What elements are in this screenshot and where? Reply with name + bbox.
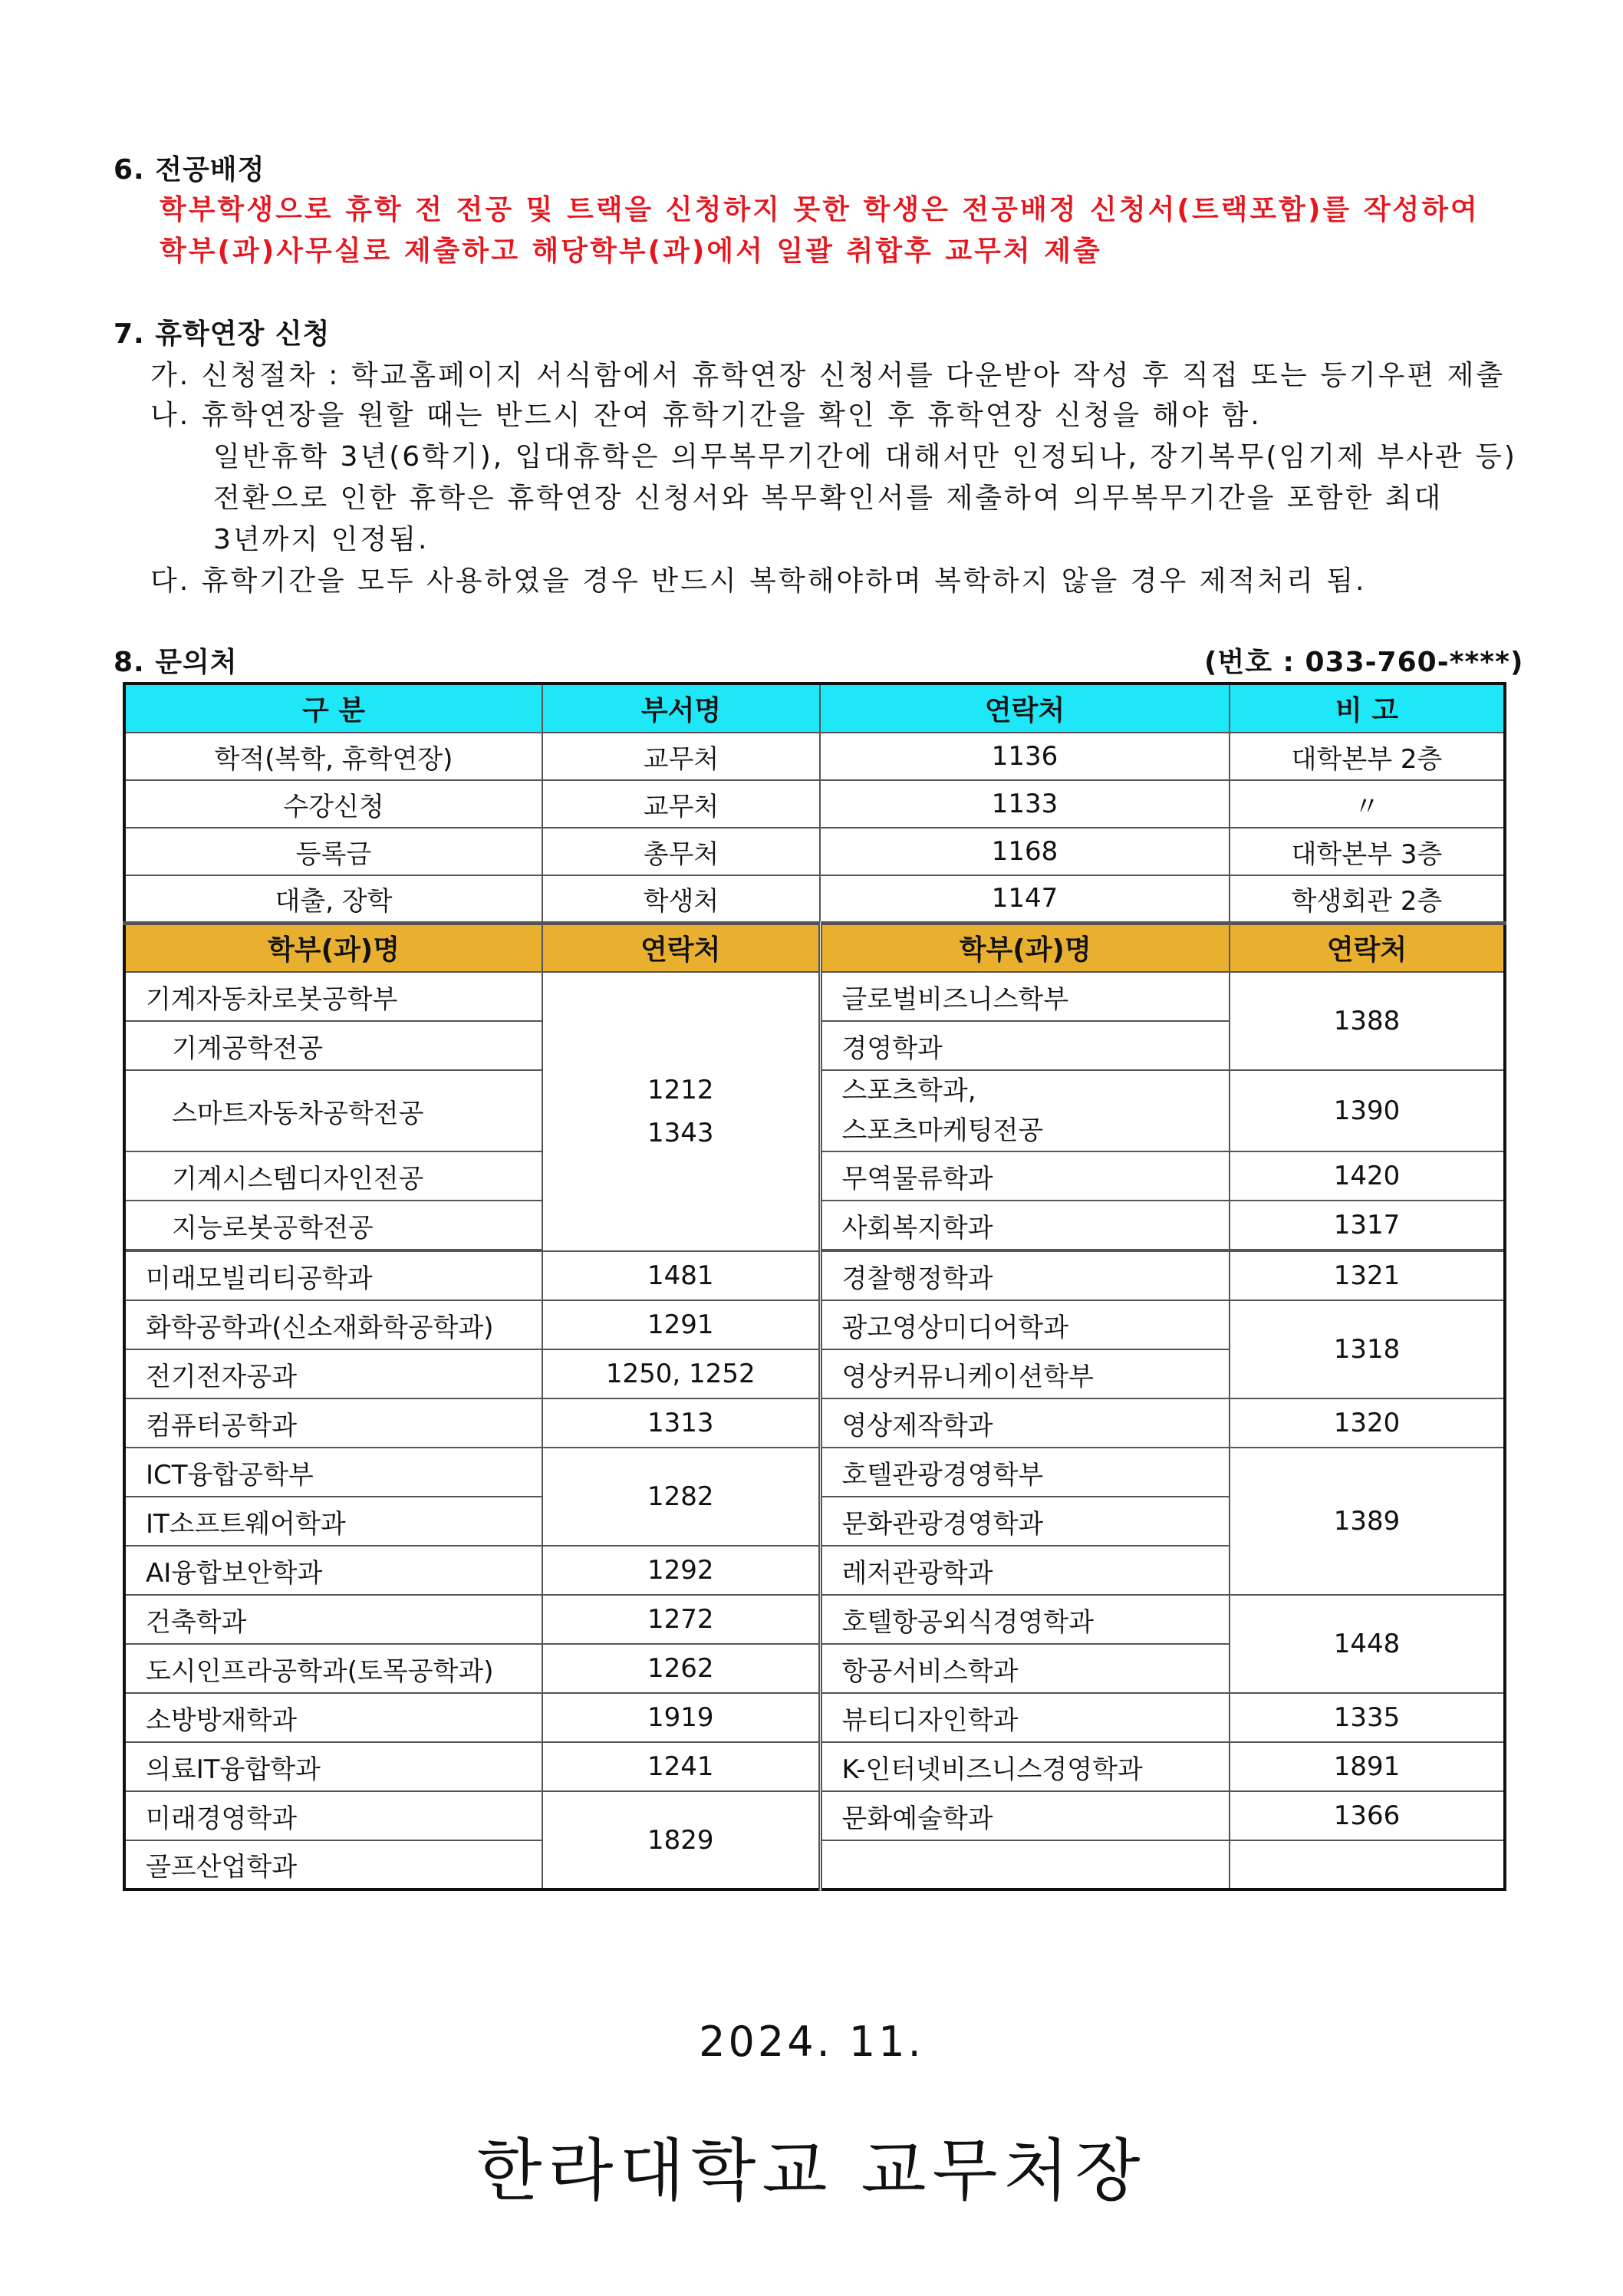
dept-name: 영상제작학과: [820, 1398, 1230, 1448]
table-row: [124, 1791, 1505, 1840]
contact-phone-prefix: (번호 : 033-760-****): [1204, 647, 1524, 678]
header-note: 비 고: [1230, 684, 1505, 733]
cell: 대출, 장학: [124, 875, 542, 923]
department-header-row: [124, 923, 1505, 972]
dept-name: 영상커뮤니케이션학부: [820, 1349, 1230, 1398]
section-7-na-line-3: 전환으로 인한 휴학은 휴학연장 신청서와 복무확인서를 제출하여 의무복무기간을 포함한 최대: [213, 483, 1444, 514]
dept-name-line-1: 스포츠학과,: [841, 1076, 976, 1106]
dept-name: 의료IT융합학과: [124, 1742, 542, 1791]
dept-contact: 1292: [542, 1546, 820, 1595]
section-7-na-line-4: 3년까지 인정됨.: [213, 524, 430, 555]
document-date: 2024. 11.: [699, 2018, 924, 2066]
table-row: [124, 780, 1505, 828]
dept-contact: 1320: [1230, 1398, 1505, 1448]
table-row: [124, 1300, 1505, 1349]
table-row: [124, 1448, 1505, 1497]
dept-contact: 1420: [1230, 1151, 1505, 1201]
section-7-na-line-2: 일반휴학 3년(6학기), 입대휴학은 의무복무기간에 대해서만 인정되나, 장기복무(임기제 부사관 등): [213, 441, 1517, 473]
dept-contact: 1262: [542, 1644, 820, 1693]
signature-title: 한라대학교 교무처장: [476, 2131, 1147, 2210]
empty-cell: [1230, 1840, 1505, 1889]
dept-name: 화학공학과(신소재화학공학과): [124, 1300, 542, 1349]
section-7-title: 7. 휴학연장 신청: [114, 318, 331, 350]
dept-name: 사회복지학과: [820, 1201, 1230, 1250]
dept-name: 문화관광경영학과: [820, 1497, 1230, 1546]
dept-name: 소방방재학과: [124, 1693, 542, 1742]
dept-name: 스마트자동차공학전공: [124, 1070, 542, 1151]
dept-contact-1: 1212: [647, 1075, 714, 1105]
header-dept-contact-left: 연락처: [542, 923, 820, 972]
table-row: [124, 1693, 1505, 1742]
dept-contact: 1388: [1230, 972, 1505, 1070]
dept-name: 경찰행정학과: [820, 1251, 1230, 1300]
table-row: [124, 828, 1505, 875]
dept-name: [820, 1070, 1230, 1151]
cell: 대학본부 2층: [1230, 733, 1505, 780]
dept-name: 레저관광학과: [820, 1546, 1230, 1595]
section-6-title: 6. 전공배정: [114, 154, 265, 186]
section-6-line-1: 학부학생으로 휴학 전 전공 및 트랙을 신청하지 못한 학생은 전공배정 신청서(트랙포함)를 작성하여: [160, 194, 1480, 226]
dept-name: K-인터넷비즈니스경영학과: [820, 1742, 1230, 1791]
empty-cell: [820, 1840, 1230, 1889]
table-row: [124, 1742, 1505, 1791]
cell: 학적(복학, 휴학연장): [124, 733, 542, 780]
dept-name: 컴퓨터공학과: [124, 1398, 542, 1448]
dept-name: 기계공학전공: [124, 1021, 542, 1070]
header-dept-contact-right: 연락처: [1230, 923, 1505, 972]
dept-name: AI융합보안학과: [124, 1546, 542, 1595]
dept-name: 미래모빌리티공학과: [124, 1251, 542, 1300]
section-7-na: 나. 휴학연장을 원할 때는 반드시 잔여 휴학기간을 확인 후 휴학연장 신청을 해야 함.: [150, 400, 1262, 431]
dept-contact: 1891: [1230, 1742, 1505, 1791]
contact-table: [123, 682, 1506, 1891]
dept-contact: 1317: [1230, 1201, 1505, 1250]
dept-name: 골프산업학과: [124, 1840, 542, 1889]
dept-contact-2: 1343: [647, 1118, 714, 1148]
dept-name: 기계자동차로봇공학부: [124, 972, 542, 1021]
cell: 학생처: [542, 875, 820, 923]
dept-contact: [542, 972, 820, 1251]
dept-name: 호텔항공외식경영학과: [820, 1595, 1230, 1644]
cell: 1147: [820, 875, 1230, 923]
dept-name: 지능로봇공학전공: [124, 1201, 542, 1250]
dept-contact: 1318: [1230, 1300, 1505, 1398]
dept-name: 무역물류학과: [820, 1151, 1230, 1201]
section-6-line-2: 학부(과)사무실로 제출하고 해당학부(과)에서 일괄 취합후 교무처 제출: [160, 236, 1102, 267]
dept-contact: 1241: [542, 1742, 820, 1791]
dept-contact: 1272: [542, 1595, 820, 1644]
cell: 등록금: [124, 828, 542, 875]
dept-name: 도시인프라공학과(토목공학과): [124, 1644, 542, 1693]
cell: 총무처: [542, 828, 820, 875]
dept-contact: 1313: [542, 1398, 820, 1448]
dept-name-line-2: 스포츠마케팅전공: [841, 1115, 1044, 1146]
header-dept-name-right: 학부(과)명: [820, 923, 1230, 972]
cell: 1133: [820, 780, 1230, 828]
dept-contact: 1282: [542, 1448, 820, 1546]
section-8-title: 8. 문의처: [114, 647, 238, 678]
dept-name: 글로벌비즈니스학부: [820, 972, 1230, 1021]
dept-name: ICT융합공학부: [124, 1448, 542, 1497]
cell: 대학본부 3층: [1230, 828, 1505, 875]
dept-contact: 1250, 1252: [542, 1349, 820, 1398]
cell: 학생회관 2층: [1230, 875, 1505, 923]
dept-contact: 1291: [542, 1300, 820, 1349]
dept-contact: 1481: [542, 1251, 820, 1300]
table-row: [124, 1398, 1505, 1448]
table-row: [124, 733, 1505, 780]
dept-name: 건축학과: [124, 1595, 542, 1644]
header-category: 구 분: [124, 684, 542, 733]
cell: 1136: [820, 733, 1230, 780]
table-row: [124, 875, 1505, 923]
dept-name: IT소프트웨어학과: [124, 1497, 542, 1546]
dept-contact: 1321: [1230, 1251, 1505, 1300]
dept-contact: 1448: [1230, 1595, 1505, 1693]
dept-name: 경영학과: [820, 1021, 1230, 1070]
section-7-da: 다. 휴학기간을 모두 사용하였을 경우 반드시 복학해야하며 복학하지 않을 경우 제적처리 됨.: [150, 565, 1367, 597]
dept-contact: 1919: [542, 1693, 820, 1742]
dept-contact: 1335: [1230, 1693, 1505, 1742]
cell: 교무처: [542, 780, 820, 828]
header-contact: 연락처: [820, 684, 1230, 733]
cell: 수강신청: [124, 780, 542, 828]
dept-contact: 1829: [542, 1791, 820, 1889]
dept-name: 호텔관광경영학부: [820, 1448, 1230, 1497]
cell: 〃: [1230, 780, 1505, 828]
dept-name: 전기전자공과: [124, 1349, 542, 1398]
section-7-ga: 가. 신청절차 : 학교홈페이지 서식함에서 휴학연장 신청서를 다운받아 작성 후 직접 또는 등기우편 제출: [150, 360, 1506, 391]
dept-contact: 1390: [1230, 1070, 1505, 1151]
cell: 교무처: [542, 733, 820, 780]
header-department: 부서명: [542, 684, 820, 733]
table-row: [124, 1251, 1505, 1300]
table-header-row: [124, 684, 1505, 733]
dept-name: 기계시스템디자인전공: [124, 1151, 542, 1201]
dept-name: 문화예술학과: [820, 1791, 1230, 1840]
table-row: [124, 972, 1505, 1021]
header-dept-name-left: 학부(과)명: [124, 923, 542, 972]
dept-contact: 1389: [1230, 1448, 1505, 1595]
dept-contact: 1366: [1230, 1791, 1505, 1840]
dept-name: 항공서비스학과: [820, 1644, 1230, 1693]
table-row: [124, 1595, 1505, 1644]
dept-name: 뷰티디자인학과: [820, 1693, 1230, 1742]
cell: 1168: [820, 828, 1230, 875]
dept-name: 광고영상미디어학과: [820, 1300, 1230, 1349]
dept-name: 미래경영학과: [124, 1791, 542, 1840]
